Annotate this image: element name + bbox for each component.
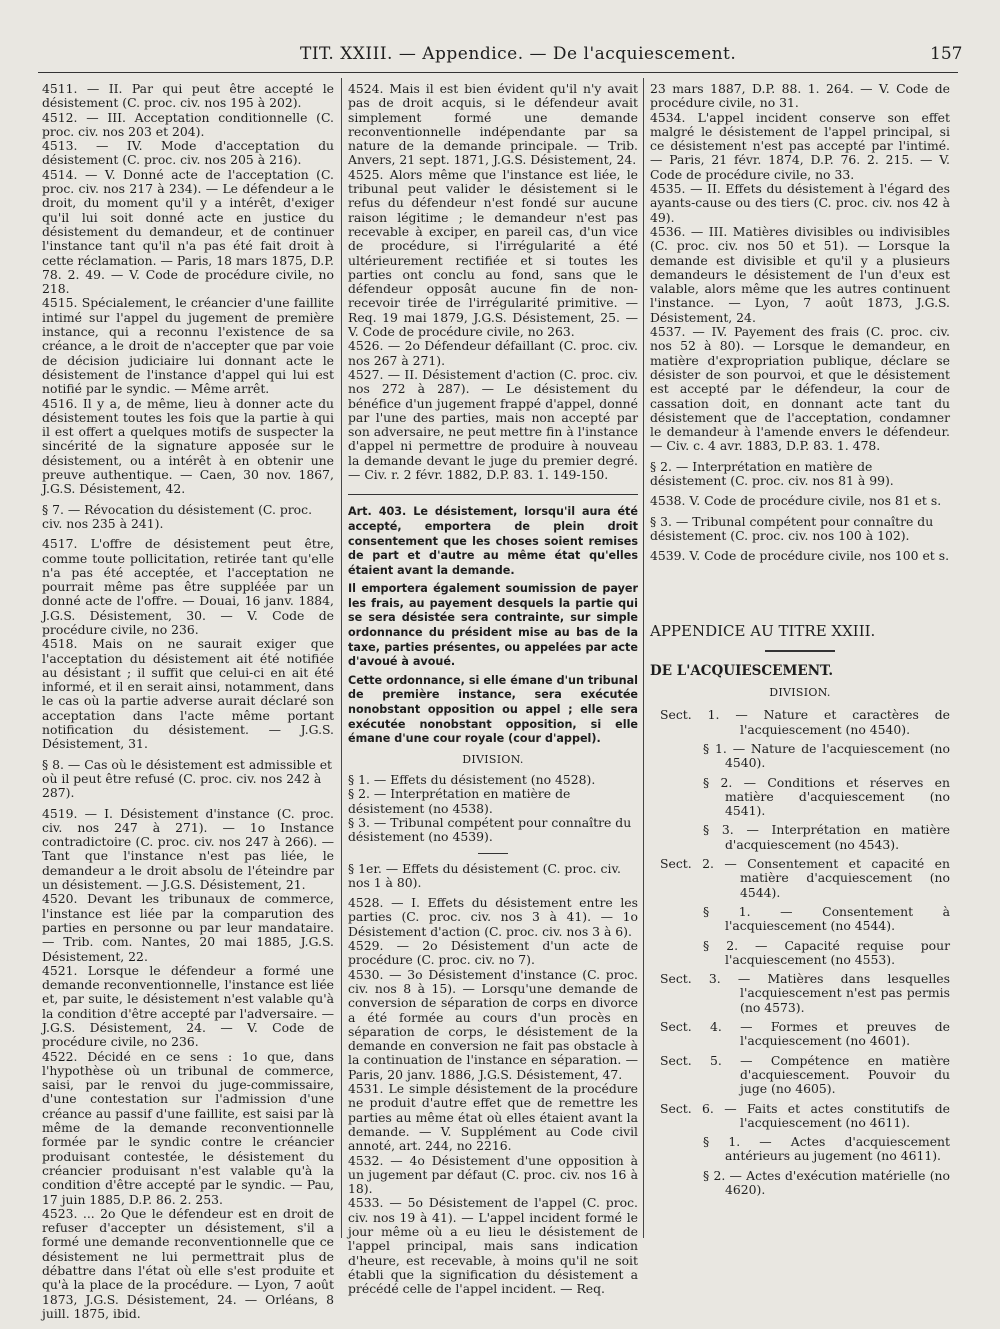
paragraph: 4518. Mais on ne saurait exiger que l'acceptation du désistement ait été notifiée au désistant ; il suffit que celui-ci en ait été informé, et il en serait ainsi, notamment, dans le cas où la partie adverse aurait déclaré son acceptation dans l'acte même portant notification du désistement. — J.G.S. Désistement, 31. <box>42 636 334 752</box>
column-1 <box>42 82 334 1321</box>
title-rule <box>765 650 835 652</box>
page-number: 157 <box>930 44 963 64</box>
code-article <box>348 505 638 747</box>
section-heading: § 1er. — Effets du désistement (C. proc. civ. nos 1 à 80). <box>348 860 621 890</box>
paragraph: 4529. — 2o Désistement d'un acte de procédure (C. proc. civ. no 7). <box>348 938 638 968</box>
toc-entry: Sect. 5. — Compétence en matière d'acquiescement. Pouvoir du juge (no 4605). <box>660 1052 950 1097</box>
appendix-toc <box>650 708 950 1197</box>
column-3 <box>650 82 950 1202</box>
divider <box>478 853 508 854</box>
toc-entry: § 2. — Conditions et réserves en matière d'acquiescement (no 4541). <box>703 774 950 819</box>
appendix-subtitle: DE L'ACQUIESCEMENT. <box>650 662 834 679</box>
toc-entry: Sect. 3. — Matières dans lesquelles l'acquiescement n'est pas permis (no 4573). <box>660 971 950 1015</box>
paragraph: 4530. — 3o Désistement d'instance (C. proc. civ. nos 8 à 15). — Lorsqu'une demande de conversion de séparation de corps en divorce a été formée au cours d'un procès en séparation de corps, le désistement de la demande en conversion ne fait pas obstacle à la continuation de l'instance en séparation. — Paris, 20 janv. 1886, J.G.S. Désistement, 47. <box>348 966 638 1082</box>
paragraph: 4533. — 5o Désistement de l'appel (C. proc. civ. nos 19 à 41). — L'appel incident formé le jour même où a eu lieu le désistement de l'appel principal, mais sans indication d'heure, est recevable, à moins qu'il ne soit établi que la signification du désistement a précédé celle de l'appel incident. — Req. <box>348 1195 638 1297</box>
paragraph: 4525. Alors même que l'instance est liée, le tribunal peut valider le désistement si le refus du défendeur n'est fondé sur aucune raison légitime ; le demandeur n'est pas recevable à exciper, en pareil cas, d'un vice de procédure, si l'irrégularité a été ultérieurement rectifiée et si toutes les parties ont conclu au fond, sans que le défendeur opposât aucune fin de non-recevoir tirée de l'irrégularité primitive. — Req. 19 mai 1879, J.G.S. Désistement, 25. — V. Code de procédure civile, no 263. <box>348 166 638 340</box>
toc-entry: Sect. 1. — Nature et caractères de l'acquiescement (no 4540). <box>660 707 950 737</box>
header-rule <box>38 72 958 73</box>
paragraph: 4526. — 2o Défendeur défaillant (C. proc. civ. nos 267 à 271). <box>348 338 638 368</box>
toc-entry: § 3. — Interprétation en matière d'acquiescement (no 4543). <box>703 822 950 852</box>
appendix-division-heading: DIVISION. <box>769 686 831 700</box>
toc-entry: § 2. — Actes d'exécution matérielle (no 4620). <box>703 1167 950 1197</box>
column-divider-right <box>643 78 644 1238</box>
division-item: § 2. — Interprétation en matière de désistement (no 4538). <box>348 786 571 816</box>
section-heading: § 3. — Tribunal compétent pour connaître du désistement (C. proc. civ. nos 100 à 102). <box>650 513 934 543</box>
section-heading: § 8. — Cas où le désistement est admissible et où il peut être refusé (C. proc. civ. nos 242 à 287). <box>42 756 333 801</box>
article-paragraph: Art. 403. Le désistement, lorsqu'il aura été accepté, emportera de plein droit consentement que les choses soient remises de part et d'autre au même état qu'elles étaient avant la demande. <box>348 505 638 577</box>
paragraph: 4512. — III. Acceptation conditionnelle (C. proc. civ. nos 203 et 204). <box>42 109 334 139</box>
paragraph: 4531. Le simple désistement de la procédure ne produit d'autre effet que de remettre les parties au même état où elles étaient avant la demande. — V. Supplément au Code civil annoté, art. 244, no 2216. <box>348 1081 638 1154</box>
division-item: § 3. — Tribunal compétent pour connaître du désistement (no 4539). <box>348 815 632 845</box>
paragraph: 4538. V. Code de procédure civile, nos 81 et s. <box>650 493 942 509</box>
appendix-title: APPENDICE AU TITRE XXIII. <box>650 621 876 640</box>
paragraph: 4514. — V. Donné acte de l'acceptation (C. proc. civ. nos 217 à 234). — Le défendeur a le droit, du moment qu'il y a intérêt, d'exiger qu'il lui soit donné acte en justice du désistement du demandeur, et de continuer l'instance tant qu'il n'a pas été fait droit à cette réclamation. — Paris, 18 mars 1875, D.P. 78. 2. 49. — V. Code de procédure civile, no 218. <box>42 166 334 297</box>
column-divider-left <box>341 78 342 1238</box>
paragraph: 4519. — I. Désistement d'instance (C. proc. civ. nos 247 à 271). — 1o Instance contradictoire (C. proc. civ. nos 247 à 266). — Tant que l'instance n'est pas liée, le demandeur a le droit absolu de l'éteindre par un désistement. — J.G.S. Désistement, 21. <box>42 805 334 893</box>
paragraph: 4539. V. Code de procédure civile, nos 100 et s. <box>650 548 950 564</box>
running-title: TIT. XXIII. — Appendice. — De l'acquiescement. <box>300 44 737 64</box>
column-2 <box>348 82 638 1297</box>
article-paragraph: Il emportera également soumission de payer les frais, au payement desquels la partie qui se sera désistée sera contrainte, sur simple ordonnance du président mise au bas de la taxe, parties présentes, ou appelées par acte d'avoué à avoué. <box>348 582 638 669</box>
paragraph: 4537. — IV. Payement des frais (C. proc. civ. nos 52 à 80). — Lorsque le demandeur, en matière d'expropriation publique, déclare se désister de son pourvoi, et que le désistement est accepté par le défendeur, la cour de cassation doit, en donnant acte tant du désistement que de l'acceptation, condamner le demandeur à l'amende envers le défendeur. — Civ. c. 4 avr. 1883, D.P. 83. 1. 478. <box>650 324 950 454</box>
paragraph: 4516. Il y a, de même, lieu à donner acte du désistement toutes les fois que la partie à qui il est offert a quelques motifs de suspecter la sincérité de la signature apposée sur le désistement, ou a intérêt à en obtenir une preuve authentique. — Caen, 30 nov. 1867, J.G.S. Désistement, 42. <box>42 395 334 497</box>
section-heading: § 2. — Interprétation en matière de désistement (C. proc. civ. nos 81 à 99). <box>650 458 894 489</box>
article-paragraph: Cette ordonnance, si elle émane d'un tribunal de première instance, sera exécutée nonobstant opposition ou appel ; elle sera exécutée nonobstant opposition, si elle émane d'une cour royale (cour d'appel). <box>348 673 638 746</box>
division-item: § 1. — Effets du désistement (no 4528). <box>348 772 596 788</box>
article-rule <box>348 494 638 495</box>
paragraph: 4517. L'offre de désistement peut être, comme toute pollicitation, retirée tant qu'elle n'a pas été acceptée, et l'acceptation ne pourrait même pas être suppléée par un donné acte de l'offre. — Douai, 16 janv. 1884, J.G.S. Désistement, 30. — V. Code de procédure civile, no 236. <box>42 536 334 637</box>
toc-entry: Sect. 6. — Faits et actes constitutifs de l'acquiescement (no 4611). <box>660 1100 950 1130</box>
toc-entry: Sect. 2. — Consentement et capacité en matière d'acquiescement (no 4544). <box>660 856 950 900</box>
paragraph: 4511. — II. Par qui peut être accepté le désistement (C. proc. civ. nos 195 à 202). <box>42 81 334 111</box>
paragraph: 4527. — II. Désistement d'action (C. proc. civ. nos 272 à 287). — Le désistement du bénéfice d'un jugement frappé d'appel, donné par l'une des parties, mais non accepté par son adversaire, ne peut mettre fin à l'instance d'appel ni permettre de produire à nouveau la demande devant le juge du premier degré. — Civ. r. 2 févr. 1882, D.P. 83. 1. 149-150. <box>348 366 638 483</box>
paragraph: 4513. — IV. Mode d'acceptation du désistement (C. proc. civ. nos 205 à 216). <box>42 138 334 168</box>
paragraph: 4535. — II. Effets du désistement à l'égard des ayants-cause ou des tiers (C. proc. civ. nos 42 à 49). <box>650 181 950 225</box>
toc-entry: Sect. 4. — Formes et preuves de l'acquiescement (no 4601). <box>660 1019 950 1049</box>
paragraph: 4532. — 4o Désistement d'une opposition à un jugement par défaut (C. proc. civ. nos 16 à 18). <box>348 1152 638 1197</box>
toc-entry: § 1. — Nature de l'acquiescement (no 4540). <box>703 740 950 771</box>
paragraph: 4528. — I. Effets du désistement entre les parties (C. proc. civ. nos 3 à 41). — 1o Désistement d'action (C. proc. civ. nos 3 à 6). <box>348 895 638 939</box>
paragraph: 4534. L'appel incident conserve son effet malgré le désistement de l'appel principal, si ce désistement n'est pas accepté par l'intimé. — Paris, 21 févr. 1874, D.P. 76. 2. 215. — V. Code de procédure civile, no 33. <box>650 109 950 182</box>
paragraph: 4522. Décidé en ce sens : 1o que, dans l'hypothèse où un tribunal de commerce, saisi, par le renvoi du juge-commissaire, d'une contestation sur l'admission d'une créance au passif d'une faillite, est saisi par là même de la demande reconventionnelle formée par le syndic contre le créancier produisant contestée, le désistement du créancier produisant n'est valable qu'à la condition d'être accepté par le syndic. — Pau, 17 juin 1885, D.P. 86. 2. 253. <box>42 1048 334 1207</box>
paragraph: 4523. ... 2o Que le défendeur est en droit de refuser d'accepter un désistement, s'il a formé une demande reconventionnelle que ce désistement ne lui permettrait plus de débattre dans l'état où elle s'est produite et qu'à la place de la procédure. — Lyon, 7 août 1873, J.G.S. Désistement, 24. — Orléans, 8 juill. 1875, ibid. <box>42 1205 334 1321</box>
division-heading: DIVISION. <box>462 752 524 766</box>
toc-entry: § 2. — Capacité requise pour l'acquiescement (no 4553). <box>703 937 950 967</box>
paragraph: 4536. — III. Matières divisibles ou indivisibles (C. proc. civ. nos 50 et 51). — Lorsque la demande est divisible et qu'il y a plusieurs demandeurs le désistement de l'un d'eux est valable, alors même que les autres continuent l'instance. — Lyon, 7 août 1873, J.G.S. Désistement, 24. <box>650 223 950 325</box>
paragraph: 4521. Lorsque le défendeur a formé une demande reconventionnelle, l'instance est liée et, par suite, le désistement n'est valable qu'à la condition d'être accepté par l'adversaire. — J.G.S. Désistement, 24. — V. Code de procédure civile, no 236. <box>42 962 334 1050</box>
paragraph: 4520. Devant les tribunaux de commerce, l'instance est liée par la comparution des parties en personne ou par leur mandataire. — Trib. com. Nantes, 20 mai 1885, J.G.S. Désistement, 22. <box>42 891 334 964</box>
section-heading: § 7. — Révocation du désistement (C. proc. civ. nos 235 à 241). <box>42 501 313 531</box>
toc-entry: § 1. — Actes d'acquiescement antérieurs au jugement (no 4611). <box>703 1134 950 1164</box>
paragraph: 4515. Spécialement, le créancier d'une faillite intimé sur l'appel du jugement de première instance, qui a reconnu l'existence de sa créance, a le droit de n'accepter que par voie de décision judiciaire lui donnant acte le désistement de l'instance d'appel qui lui est notifié par le syndic. — Même arrêt. <box>42 295 334 397</box>
toc-entry: § 1. — Consentement à l'acquiescement (no 4544). <box>703 903 950 934</box>
paragraph: 23 mars 1887, D.P. 88. 1. 264. — V. Code de procédure civile, no 31. <box>650 81 950 111</box>
paragraph: 4524. Mais il est bien évident qu'il n'y avait pas de droit acquis, si le défendeur avait simplement formé une demande reconventionnelle indépendante par sa nature de la demande principale. — Trib. Anvers, 21 sept. 1871, J.G.S. Désistement, 24. <box>348 81 638 168</box>
